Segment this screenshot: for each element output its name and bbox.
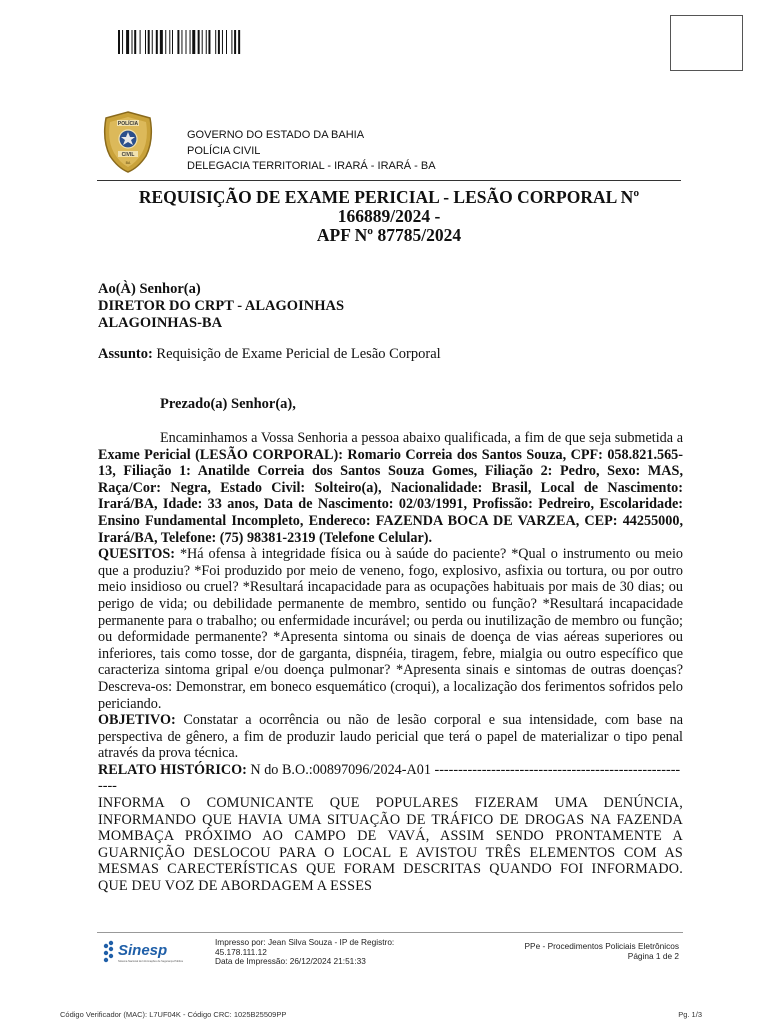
subject-line	[98, 346, 441, 363]
quesitos-label: QUESITOS:	[98, 546, 176, 563]
print-ip: 45.178.111.12	[215, 946, 267, 957]
print-date: Data de Impressão: 26/12/2024 21:51:33	[215, 956, 366, 966]
policia-civil-badge-icon	[100, 110, 156, 174]
title-line-2: 166889/2024 -	[337, 206, 441, 226]
badge-text-top: POLÍCIA	[117, 121, 139, 127]
sinesp-logo-text: Sinesp	[118, 942, 168, 959]
greeting: Prezado(a) Senhor(a),	[160, 396, 296, 412]
relato-label: RELATO HISTÓRICO:	[98, 761, 247, 778]
sinesp-logo-subtext: Sistema Nacional de Informações de Segurança Pública	[118, 960, 183, 963]
bottom-page-number: Pg. 1/3	[678, 1010, 702, 1019]
verification-code: Código Verificador (MAC): L7UF04K - Código CRC: 1025B25509PP	[60, 1010, 287, 1019]
recipient-block	[98, 281, 344, 332]
intro-paragraph	[98, 430, 683, 546]
intro-qualification: Exame Pericial (LESÃO CORPORAL): Romario Correia dos Santos Souza, CPF: 058.821.565-13, Filiação 1: Anatilde Correia dos Santos Souza Gomes, Filiação 2: Pedro, Sexo: MAS, Raça/Cor: Negra, Estado Civil: Solteiro(a), Nacionalidade: Brasil, Local de Nascimento: Irará/BA, Idade: 33 anos, Data de Nascimento: 02/03/1991, Profissão: Pedreiro, Escolaridade: Ensino Fundamental Incompleto, Endereco: FAZENDA BOCA DE VARZEA, CEP: 44255000, Irará/BA, Telefone: (75) 98381-2319 (Telefone Celular).	[98, 446, 683, 546]
header-line-government: GOVERNO DO ESTADO DA BAHIA	[187, 129, 365, 141]
stamp-box	[670, 15, 743, 71]
intro-plain: Encaminhamos a Vossa Senhoria a pessoa abaixo qualificada, a fim de que seja submetida a	[160, 430, 683, 446]
sinesp-logo-icon	[100, 936, 196, 968]
system-name: PPe - Procedimentos Policiais Eletrônicos	[524, 941, 679, 951]
relato-text: INFORMA O COMUNICANTE QUE POPULARES FIZERAM UMA DENÚNCIA, INFORMANDO QUE HAVIA UMA SITUAÇÃO DE TRÁFICO DE DROGAS NA FAZENDA MOMBAÇA PRÓXIMO AO CAMPO DE VAVÁ, ASSIM SENDO PRONTAMENTE A GUARNIÇÃO DESLOCOU PARA O LOCAL E AVISTOU TRÊS ELEMENTOS COM AS MESMAS CARECTERÍSTICAS QUE FORAM DESCRITAS QUANDO FOI INFORMADO. QUE DEU VOZ DE ABORDAGEM A ESSES	[98, 795, 683, 895]
document-title	[97, 188, 681, 245]
recipient-salutation: Ao(À) Senhor(a)	[98, 281, 201, 297]
printed-by: Impresso por: Jean Silva Souza - IP de Registro:	[215, 937, 395, 947]
quesitos-paragraph	[98, 546, 683, 712]
subject-label: Assunto:	[98, 346, 153, 362]
header-divider	[97, 180, 681, 181]
title-line-1: REQUISIÇÃO DE EXAME PERICIAL - LESÃO CORPORAL Nº	[138, 187, 640, 207]
print-info	[215, 938, 394, 967]
objetivo-text: Constatar a ocorrência ou não de lesão corporal e sua intensidade, com base na perspectiva de gênero, a fim de produzir laudo pericial que terá o papel de materializar o tipo penal através da prova técnica.	[98, 712, 683, 762]
document-body	[98, 430, 683, 895]
relato-heading	[98, 762, 683, 795]
badge-text-state: BA	[125, 161, 131, 165]
badge-text-bottom: CIVIL	[121, 152, 135, 158]
footer-page-number: Página 1 de 2	[627, 950, 679, 961]
objetivo-paragraph	[98, 712, 683, 762]
title-line-3: APF Nº 87785/2024	[316, 225, 462, 245]
relato-ref: N do B.O.:00897096/2024-A01 --------------------------------------------------------	[98, 761, 681, 795]
recipient-city: ALAGOINHAS-BA	[98, 315, 223, 331]
institution-header	[187, 128, 436, 175]
system-info	[470, 942, 679, 961]
header-line-delegacia: DELEGACIA TERRITORIAL - IRARÁ - IRARÁ - BA	[187, 160, 436, 172]
quesitos-text: *Há ofensa à integridade física ou à saúde do paciente? *Qual o instrumento ou meio que a produziu? *Foi produzido por meio de veneno, fogo, explosivo, asfixia ou tortura, ou por outro meio insidioso ou cruel? *Resultará incapacidade para as ocupações habituais por mais de 30 dias; ou perigo de vida; ou debilidade permanente de membro, sentido ou função? *Resultará incapacidade permanente para o trabalho; ou enfermidade incurável; ou perda ou inutilização de membro ou função; ou deformidade permanente? *Apresenta sintoma ou sinais de doença de vias aéreas superiores ou inferiores, tais como tosse, dor de garganta, dispnéia, tiragem, febre, mialgia ou outro específico que caracteriza sintoma gripal e/ou doença pulmonar? *Apresenta sinais e sintomas de outras doenças? Descreva-os: Demonstrar, em boneco esquemático (croqui), a localização dos ferimentos sofridos pelo periciando.	[98, 546, 683, 712]
barcode	[118, 30, 284, 54]
header-line-police: POLÍCIA CIVIL	[187, 144, 261, 157]
objetivo-label: OBJETIVO:	[98, 712, 176, 729]
subject-text: Requisição de Exame Pericial de Lesão Corporal	[152, 346, 441, 362]
recipient-role: DIRETOR DO CRPT - ALAGOINHAS	[98, 298, 345, 314]
